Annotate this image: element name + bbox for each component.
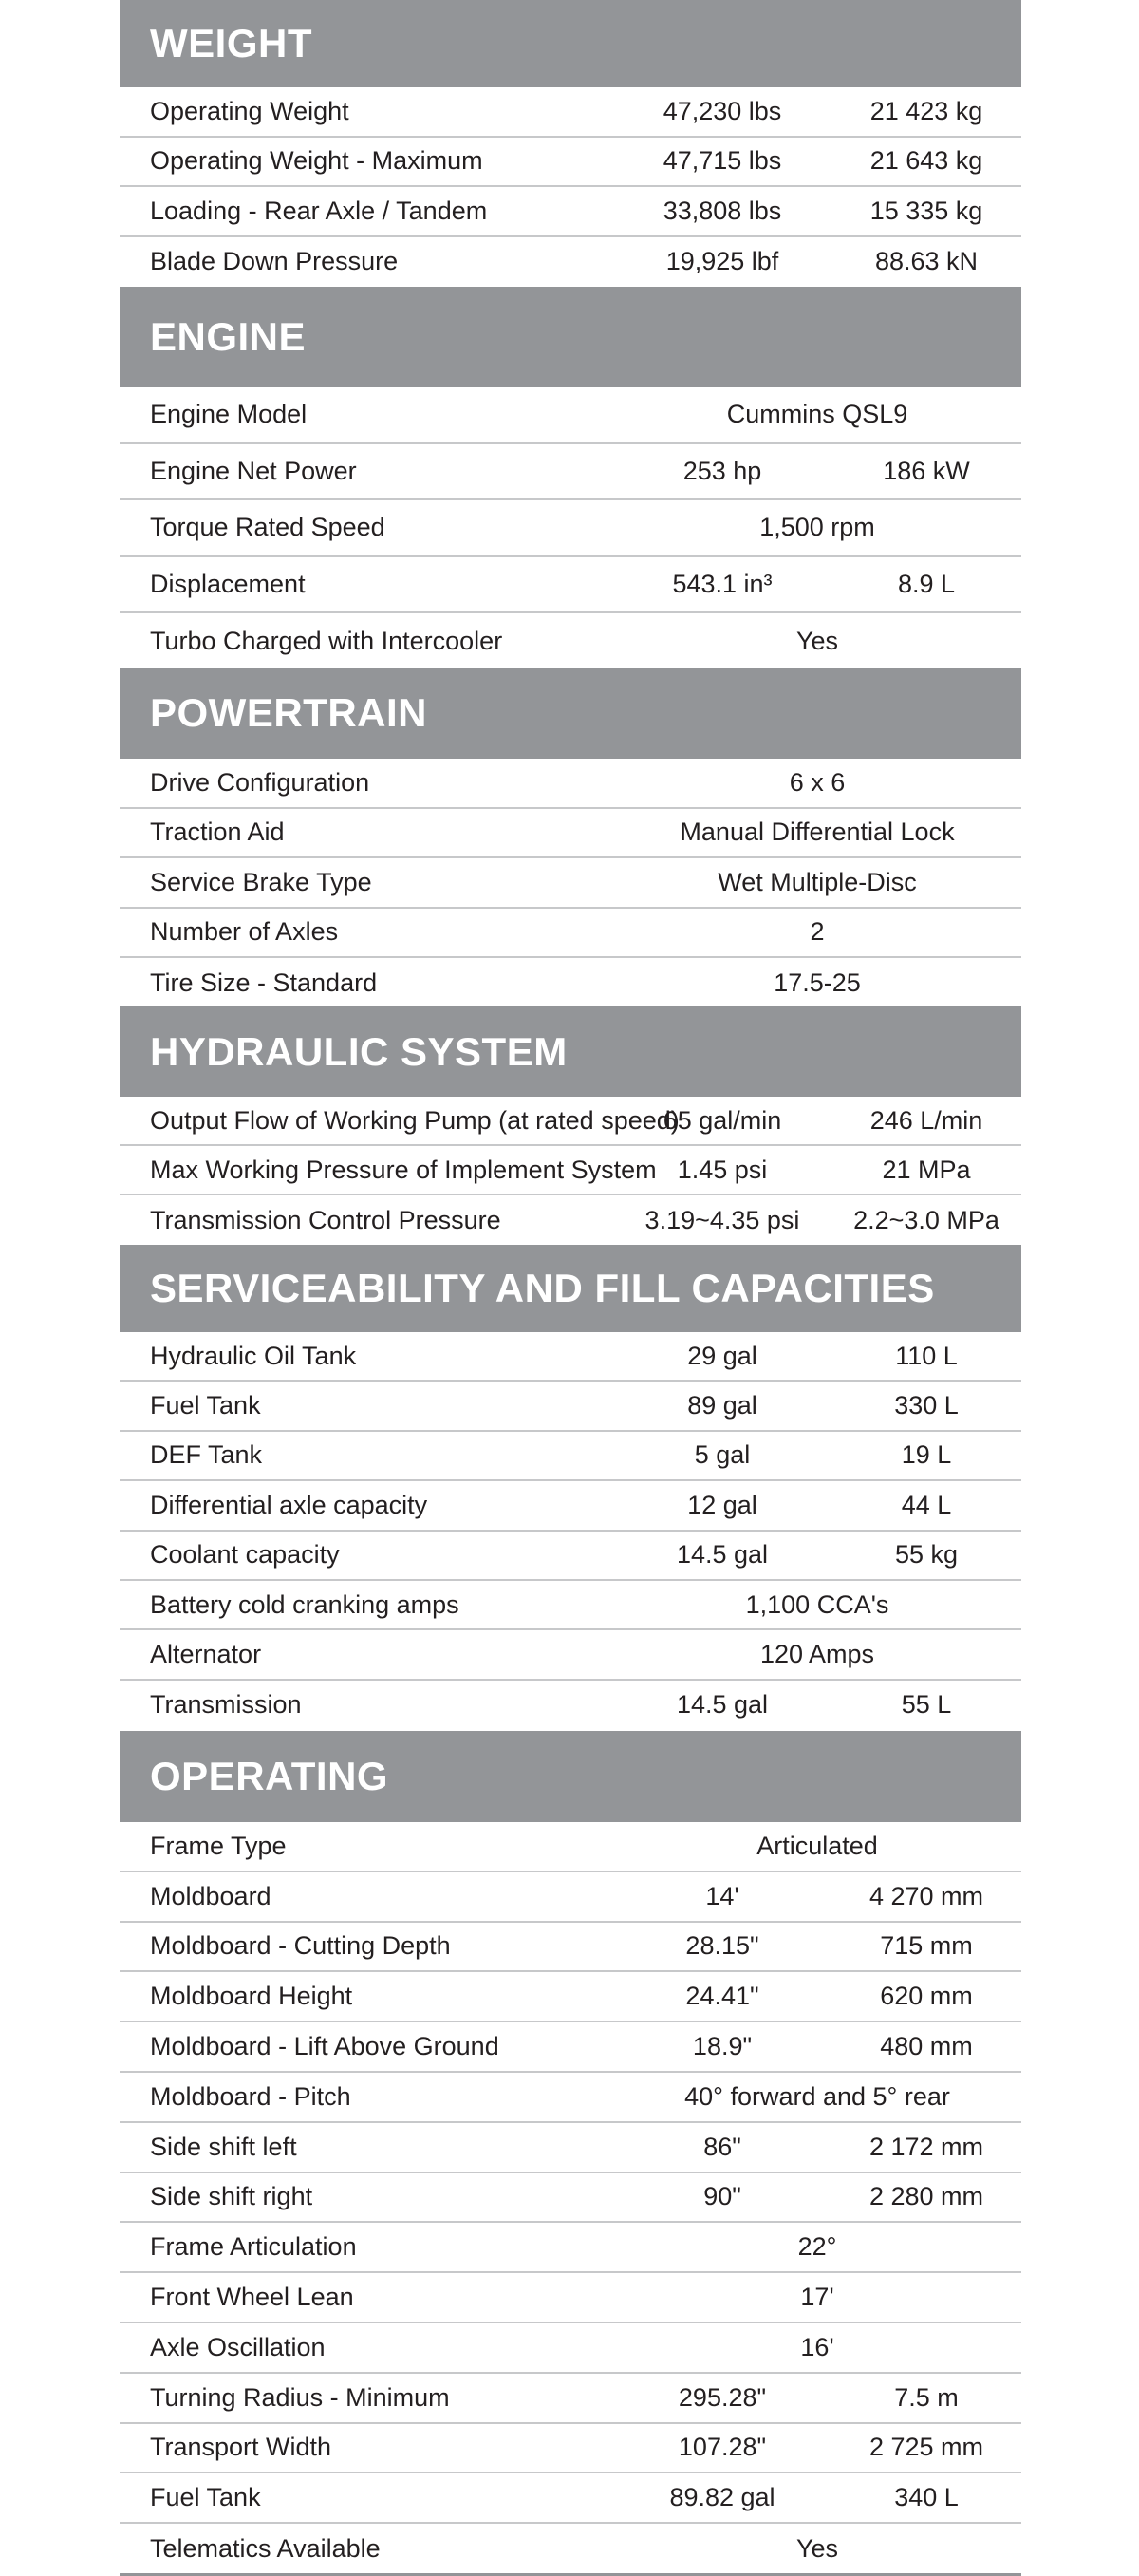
spec-value-imperial: 5 gal [694, 1440, 751, 1470]
spec-label: Moldboard - Pitch [150, 2081, 351, 2111]
spec-label: Turbo Charged with Intercooler [150, 627, 503, 656]
spec-row [120, 237, 1021, 288]
spec-label: Front Wheel Lean [150, 2283, 354, 2312]
spec-value: Yes [795, 2534, 839, 2564]
spec-label: Side shift right [150, 2182, 313, 2211]
spec-value-metric: 110 L [895, 1341, 958, 1370]
spec-value-imperial: 90" [703, 2182, 741, 2211]
spec-value-metric: 21 643 kg [869, 146, 983, 176]
spec-row [120, 387, 1021, 444]
spec-value-imperial: 3.19~4.35 psi [644, 1205, 800, 1234]
spec-value: 120 Amps [759, 1640, 875, 1669]
section-title: SERVICEABILITY AND FILL CAPACITIES [120, 1245, 1021, 1332]
spec-value: Wet Multiple-Disc [718, 867, 917, 896]
spec-value-imperial: 47,715 lbs [663, 146, 782, 176]
spec-row [120, 2424, 1021, 2474]
spec-value-imperial: 33,808 lbs [663, 196, 782, 225]
spec-row [120, 2173, 1021, 2224]
spec-row [120, 557, 1021, 614]
spec-row [120, 187, 1021, 237]
spec-value-metric: 2 172 mm [868, 2132, 984, 2161]
spec-label: Hydraulic Oil Tank [150, 1341, 357, 1370]
spec-value-metric: 340 L [894, 2483, 959, 2512]
spec-label: Loading - Rear Axle / Tandem [150, 196, 488, 225]
spec-label: Engine Model [150, 400, 308, 429]
section-title: ENGINE [120, 287, 1021, 387]
section-title: WEIGHT [120, 0, 1021, 87]
spec-label: Service Brake Type [150, 867, 372, 896]
spec-label: Moldboard Height [150, 1982, 353, 2011]
spec-value-imperial: 14.5 gal [676, 1690, 769, 1720]
spec-row [120, 2323, 1021, 2374]
spec-value-imperial: 253 hp [682, 456, 762, 485]
spec-label: Output Flow of Working Pump (at rated speed) [150, 1105, 680, 1135]
spec-value-imperial: 1.45 psi [677, 1155, 768, 1184]
spec-row [120, 2022, 1021, 2073]
spec-value-imperial: 295.28" [678, 2382, 767, 2412]
spec-label: Coolant capacity [150, 1540, 340, 1570]
spec-label: Fuel Tank [150, 1391, 261, 1420]
spec-value-imperial: 14.5 gal [676, 1540, 769, 1570]
spec-value-metric: 480 mm [880, 2032, 973, 2061]
spec-value: 16' [800, 2332, 834, 2361]
spec-value-imperial: 543.1 in³ [672, 569, 773, 598]
spec-row [120, 613, 1021, 670]
spec-value-metric: 246 L/min [869, 1105, 983, 1135]
spec-label: Drive Configuration [150, 767, 370, 797]
spec-value-imperial: 18.9" [692, 2032, 753, 2061]
spec-value-imperial: 14' [705, 1881, 739, 1910]
spec-row [120, 1432, 1021, 1481]
spec-value-metric: 186 kW [883, 456, 970, 485]
spec-value-metric: 4 270 mm [868, 1881, 984, 1910]
spec-row [120, 1581, 1021, 1630]
spec-value-metric: 21 423 kg [869, 96, 983, 125]
spec-row [120, 1923, 1021, 1973]
spec-row [120, 500, 1021, 557]
spec-row [120, 1382, 1021, 1431]
spec-value: 17.5-25 [774, 968, 861, 997]
spec-label: Blade Down Pressure [150, 247, 399, 276]
spec-label: Moldboard - Cutting Depth [150, 1931, 451, 1961]
spec-label: Torque Rated Speed [150, 513, 385, 542]
spec-row [120, 2473, 1021, 2524]
spec-value: 1,100 CCA's [745, 1589, 889, 1619]
spec-row [120, 858, 1021, 909]
spec-row [120, 2524, 1021, 2574]
spec-value-imperial: 24.41" [685, 1982, 759, 2011]
spec-label: Telematics Available [150, 2534, 381, 2564]
spec-label: Side shift left [150, 2132, 297, 2161]
spec-value-metric: 44 L [901, 1490, 952, 1519]
spec-row [120, 1332, 1021, 1382]
spec-label: Moldboard - Lift Above Ground [150, 2032, 499, 2061]
spec-value-metric: 715 mm [880, 1931, 973, 1961]
spec-row [120, 2123, 1021, 2173]
spec-value-metric: 15 335 kg [869, 196, 983, 225]
spec-label: Displacement [150, 569, 306, 598]
spec-label: Operating Weight [150, 96, 349, 125]
spec-label: Alternator [150, 1640, 262, 1669]
spec-value: Yes [795, 627, 839, 656]
spec-value-metric: 21 MPa [882, 1155, 971, 1184]
spec-row [120, 2374, 1021, 2424]
section-title: HYDRAULIC SYSTEM [120, 1006, 1021, 1097]
spec-value-metric: 2 280 mm [868, 2182, 984, 2211]
spec-value-metric: 55 L [901, 1690, 952, 1720]
spec-row [120, 2223, 1021, 2273]
spec-label: Axle Oscillation [150, 2332, 326, 2361]
spec-label: Battery cold cranking amps [150, 1589, 459, 1619]
spec-row [120, 1532, 1021, 1581]
spec-value-imperial: 89 gal [687, 1391, 757, 1420]
spec-row [120, 1872, 1021, 1923]
spec-label: Frame Articulation [150, 2232, 357, 2262]
spec-value: Manual Differential Lock [680, 818, 955, 847]
spec-label: Differential axle capacity [150, 1490, 428, 1519]
spec-label: Moldboard [150, 1881, 271, 1910]
spec-row [120, 2073, 1021, 2123]
spec-label: DEF Tank [150, 1440, 263, 1470]
spec-label: Tire Size - Standard [150, 968, 378, 997]
section-powertrain [120, 668, 1021, 1008]
spec-label: Engine Net Power [150, 456, 357, 485]
spec-row [120, 87, 1021, 138]
spec-value-imperial: 107.28" [678, 2433, 767, 2462]
spec-row [120, 1972, 1021, 2022]
spec-value: 22° [797, 2232, 837, 2262]
spec-value-metric: 330 L [894, 1391, 959, 1420]
spec-row [120, 444, 1021, 501]
spec-value-imperial: 86" [703, 2132, 741, 2161]
section-hydraulic-system [120, 1006, 1021, 1245]
spec-value-imperial: 65 gal/min [663, 1105, 782, 1135]
spec-value-imperial: 29 gal [687, 1341, 757, 1370]
section-engine [120, 287, 1021, 670]
spec-row [120, 2273, 1021, 2323]
spec-label: Turning Radius - Minimum [150, 2382, 450, 2412]
spec-value-metric: 55 kg [894, 1540, 959, 1570]
section-serviceability-and-fill-capacities [120, 1245, 1021, 1730]
spec-row [120, 138, 1021, 188]
spec-label: Operating Weight - Maximum [150, 146, 483, 176]
spec-value: 2 [810, 917, 825, 947]
spec-row [120, 1146, 1021, 1195]
spec-label: Frame Type [150, 1831, 287, 1860]
spec-label: Transmission Control Pressure [150, 1205, 501, 1234]
spec-value-metric: 620 mm [880, 1982, 973, 2011]
spec-value-imperial: 28.15" [685, 1931, 759, 1961]
section-operating [120, 1731, 1021, 2574]
spec-row [120, 1481, 1021, 1531]
spec-value-metric: 7.5 m [894, 2382, 959, 2412]
spec-value-imperial: 12 gal [687, 1490, 757, 1519]
spec-row [120, 1195, 1021, 1245]
spec-row [120, 1097, 1021, 1146]
spec-row [120, 1630, 1021, 1680]
spec-value: 6 x 6 [789, 767, 846, 797]
spec-row [120, 809, 1021, 859]
spec-row [120, 958, 1021, 1008]
spec-label: Transport Width [150, 2433, 332, 2462]
spec-row [120, 1822, 1021, 1872]
spec-value: 1,500 rpm [759, 513, 875, 542]
spec-value: 40° forward and 5° rear [684, 2081, 950, 2111]
spec-value: 17' [800, 2283, 834, 2312]
spec-label: Number of Axles [150, 917, 339, 947]
spec-value-imperial: 19,925 lbf [665, 247, 779, 276]
spec-value-metric: 8.9 L [897, 569, 956, 598]
section-title: OPERATING [120, 1731, 1021, 1822]
spec-value-imperial: 47,230 lbs [663, 96, 782, 125]
spec-label: Fuel Tank [150, 2483, 261, 2512]
spec-value-metric: 19 L [901, 1440, 952, 1470]
spec-label: Traction Aid [150, 818, 285, 847]
section-title: POWERTRAIN [120, 668, 1021, 759]
spec-row [120, 759, 1021, 809]
spec-value: Cummins QSL9 [726, 400, 908, 429]
spec-value-metric: 2 725 mm [868, 2433, 984, 2462]
spec-value: Articulated [756, 1831, 878, 1860]
spec-value-imperial: 89.82 gal [669, 2483, 775, 2512]
spec-value-metric: 2.2~3.0 MPa [853, 1205, 999, 1234]
spec-label: Max Working Pressure of Implement System [150, 1155, 657, 1184]
spec-label: Transmission [150, 1690, 302, 1720]
section-weight [120, 0, 1021, 287]
spec-row [120, 909, 1021, 959]
spec-row [120, 1681, 1021, 1730]
spec-value-metric: 88.63 kN [874, 247, 979, 276]
